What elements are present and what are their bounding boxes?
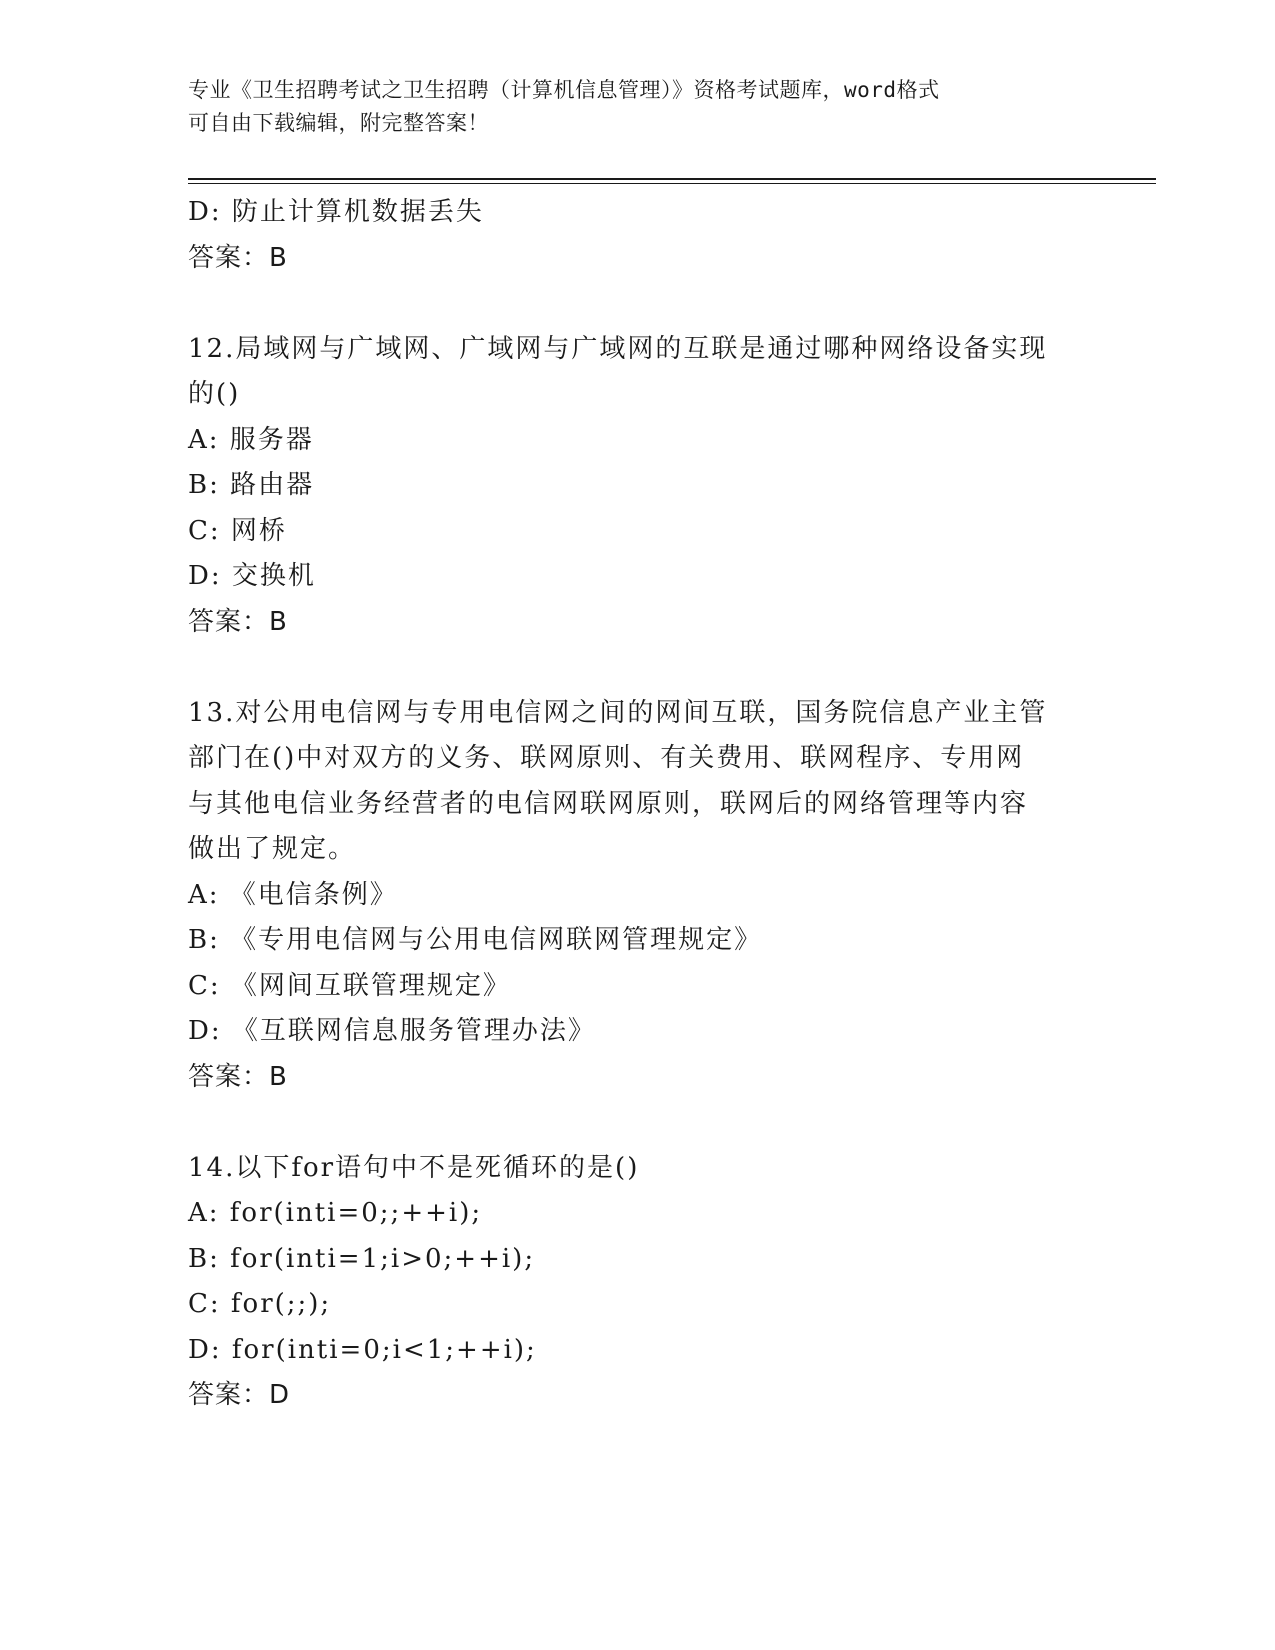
answer-line: 答案：B	[188, 242, 288, 273]
option-c: C: 网桥	[188, 515, 287, 546]
document-header	[188, 74, 1088, 140]
spacer	[188, 281, 1088, 327]
question-11-tail	[188, 190, 1088, 281]
spacer	[188, 1100, 1088, 1146]
header-line-2: 可自由下载编辑，附完整答案！	[188, 111, 489, 135]
question-13-stem-2: 部门在()中对双方的义务、联网原则、有关费用、联网程序、专用网	[188, 743, 1025, 773]
question-13-stem-1: 13.对公用电信网与专用电信网之间的网间互联，国务院信息产业主管	[188, 697, 1048, 728]
option-a: A: for(inti=0;;++i);	[188, 1198, 483, 1228]
question-12-stem-2: 的()	[188, 379, 241, 409]
question-12	[188, 327, 1088, 646]
option-b: B: for(inti=1;i>0;++i);	[188, 1243, 536, 1274]
spacer	[188, 645, 1088, 691]
question-13-stem-4: 做出了规定。	[188, 834, 357, 864]
question-content	[188, 190, 1088, 1419]
option-a: A: 《电信条例》	[188, 879, 398, 910]
answer-line: 答案：D	[188, 1380, 291, 1410]
question-13	[188, 691, 1088, 1101]
option-d: D: 交换机	[188, 561, 316, 591]
option-c: C: 《网间互联管理规定》	[188, 970, 511, 1001]
header-line-1: 专业《卫生招聘考试之卫生招聘（计算机信息管理）》资格考试题库，word格式	[188, 78, 940, 102]
answer-line: 答案：B	[188, 606, 288, 637]
question-12-stem-1: 12.局域网与广域网、广域网与广域网的互联是通过哪种网络设备实现	[188, 333, 1048, 364]
header-divider-thick	[188, 178, 1156, 180]
answer-line: 答案：B	[188, 1061, 288, 1092]
header-divider-thin	[188, 183, 1156, 184]
option-d: D: 《互联网信息服务管理办法》	[188, 1016, 596, 1046]
question-14	[188, 1146, 1088, 1419]
option-d: D: for(inti=0;i<1;++i);	[188, 1334, 537, 1365]
question-13-stem-3: 与其他电信业务经营者的电信网联网原则，联网后的网络管理等内容	[188, 788, 1029, 819]
option-b: B: 路由器	[188, 470, 315, 500]
option-d: D: 防止计算机数据丢失	[188, 197, 484, 227]
option-b: B: 《专用电信网与公用电信网联网管理规定》	[188, 925, 763, 955]
question-14-stem-1: 14.以下for语句中不是死循环的是()	[188, 1152, 640, 1183]
option-c: C: for(;;);	[188, 1289, 332, 1319]
option-a: A: 服务器	[188, 424, 314, 455]
